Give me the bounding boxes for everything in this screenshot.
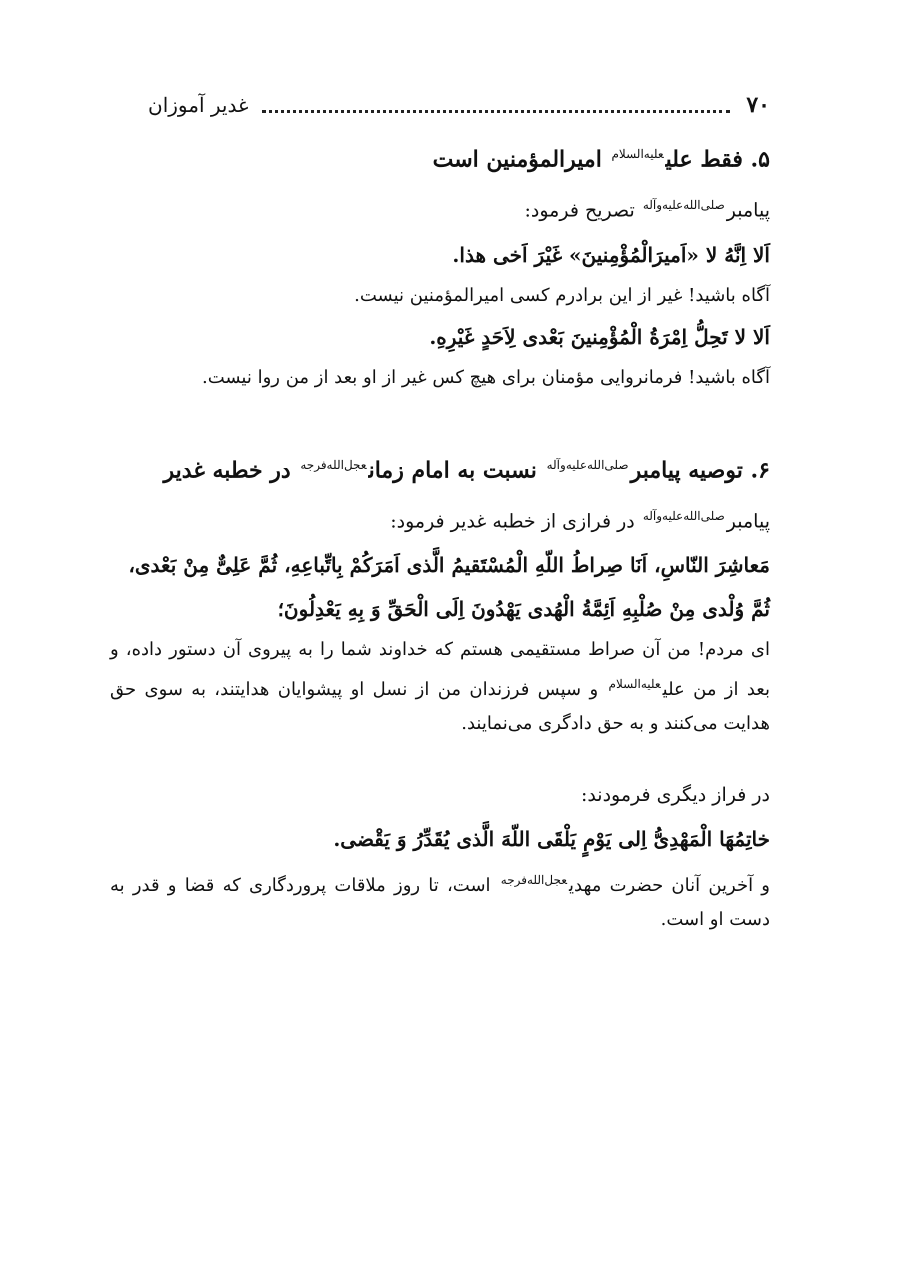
section-5-arabic-quote-2: اَلا لا تَحِلُّ اِمْرَةُ الْمُؤْمِنینَ بَعْدی لِاَحَدٍ غَیْرِهِ. <box>429 324 770 349</box>
section-5-arabic-quote-1: اَلا اِنَّهُ لا «اَمیرَالْمُؤْمِنینَ» غَیْرَ اَخی هذا. <box>452 242 770 267</box>
section-6-translation-1 <box>110 633 770 741</box>
section-5-heading <box>110 134 770 179</box>
section-6-heading <box>110 445 770 490</box>
section-5-intro-start: پیامبر <box>726 199 770 222</box>
section-5-translation-1: آگاه باشید! غیر از این برادرم کسی امیرالمؤمنین نیست. <box>354 284 770 306</box>
honorific-glyph: علیه‌السلام <box>608 677 661 692</box>
section-6-arabic-quote-2: خاتِمُهَا الْمَهْدِیُّ اِلی یَوْمٍ یَلْقَی اللّهَ الَّذی یُقَدِّرُ وَ یَقْضی. <box>333 827 770 852</box>
page-header <box>148 88 770 122</box>
honorific-glyph: عجل‌الله‌فرجه <box>300 457 367 472</box>
section-6-translation-1-end: و سپس فرزندان من از نسل او پیشوایان هدایتند، به سوی حق هدایت می‌کنند و به حق دادگری می‌نمایند. <box>110 679 770 735</box>
section-6-intro-2: در فراز دیگری فرمودند: <box>580 784 770 807</box>
page-content <box>110 128 770 939</box>
section-6-arabic-quote-1: مَعاشِرَ النّاسِ، اَنَا صِراطُ اللّهِ الْمُسْتَقیمُ الَّذی اَمَرَکُمْ بِاتِّباعِهِ، ثُمَّ عَلِیٌّ مِنْ بَعْدی، ثُمَّ وُلْدی مِنْ صُلْبِهِ اَئِمَّةُ الْهُدی یَهْدُونَ اِلَی الْحَقِّ وَ بِهِ یَعْدِلُونَ؛ <box>128 553 770 622</box>
section-5-intro-end: تصریح فرمود: <box>524 199 635 222</box>
section-6-heading-mid: نسبت به امام زمان <box>368 456 537 483</box>
section-6-translation-2-start: و آخرین آنان حضرت مهدی <box>569 875 770 897</box>
section-6-intro-end: در فرازی از خطبه غدیر فرمود: <box>390 510 635 533</box>
honorific-glyph: علیه‌السلام <box>611 147 664 161</box>
header-dotted-leader <box>262 110 730 113</box>
section-6-intro <box>110 498 770 539</box>
section-6-heading-start: ۶. توصیه پیامبر <box>630 456 770 483</box>
section-6-translation-2-end: است، تا روز ملاقات پروردگاری که قضا و قدر به دست او است. <box>110 875 770 931</box>
section-5-intro <box>110 187 770 228</box>
honorific-glyph: صلی‌الله‌علیه‌وآله <box>546 457 629 472</box>
section-5-heading-end: امیرالمؤمنین است <box>432 146 602 173</box>
section-6-heading-end: در خطبه غدیر <box>163 456 291 483</box>
honorific-glyph: صلی‌الله‌علیه‌وآله <box>642 508 725 523</box>
section-5-heading-start: ۵. فقط علی <box>665 146 770 173</box>
honorific-glyph: عجل‌الله‌فرجه <box>500 873 567 888</box>
section-6-translation-1-start: ای مردم! من آن صراط مستقیمی هستم که خداوند شما را به پیروی آن دستور داده، و بعد از من علی <box>110 639 770 701</box>
section-6-intro-start: پیامبر <box>726 510 770 533</box>
section-6-translation-2 <box>110 863 770 937</box>
section-5-translation-2: آگاه باشید! فرمانروایی مؤمنان برای هیچ کس غیر از او بعد از من روا نیست. <box>201 366 770 388</box>
honorific-glyph: صلی‌الله‌علیه‌وآله <box>642 198 725 213</box>
page-number: ۷۰ <box>746 92 770 118</box>
book-title: غدیر آموزان <box>148 93 249 117</box>
